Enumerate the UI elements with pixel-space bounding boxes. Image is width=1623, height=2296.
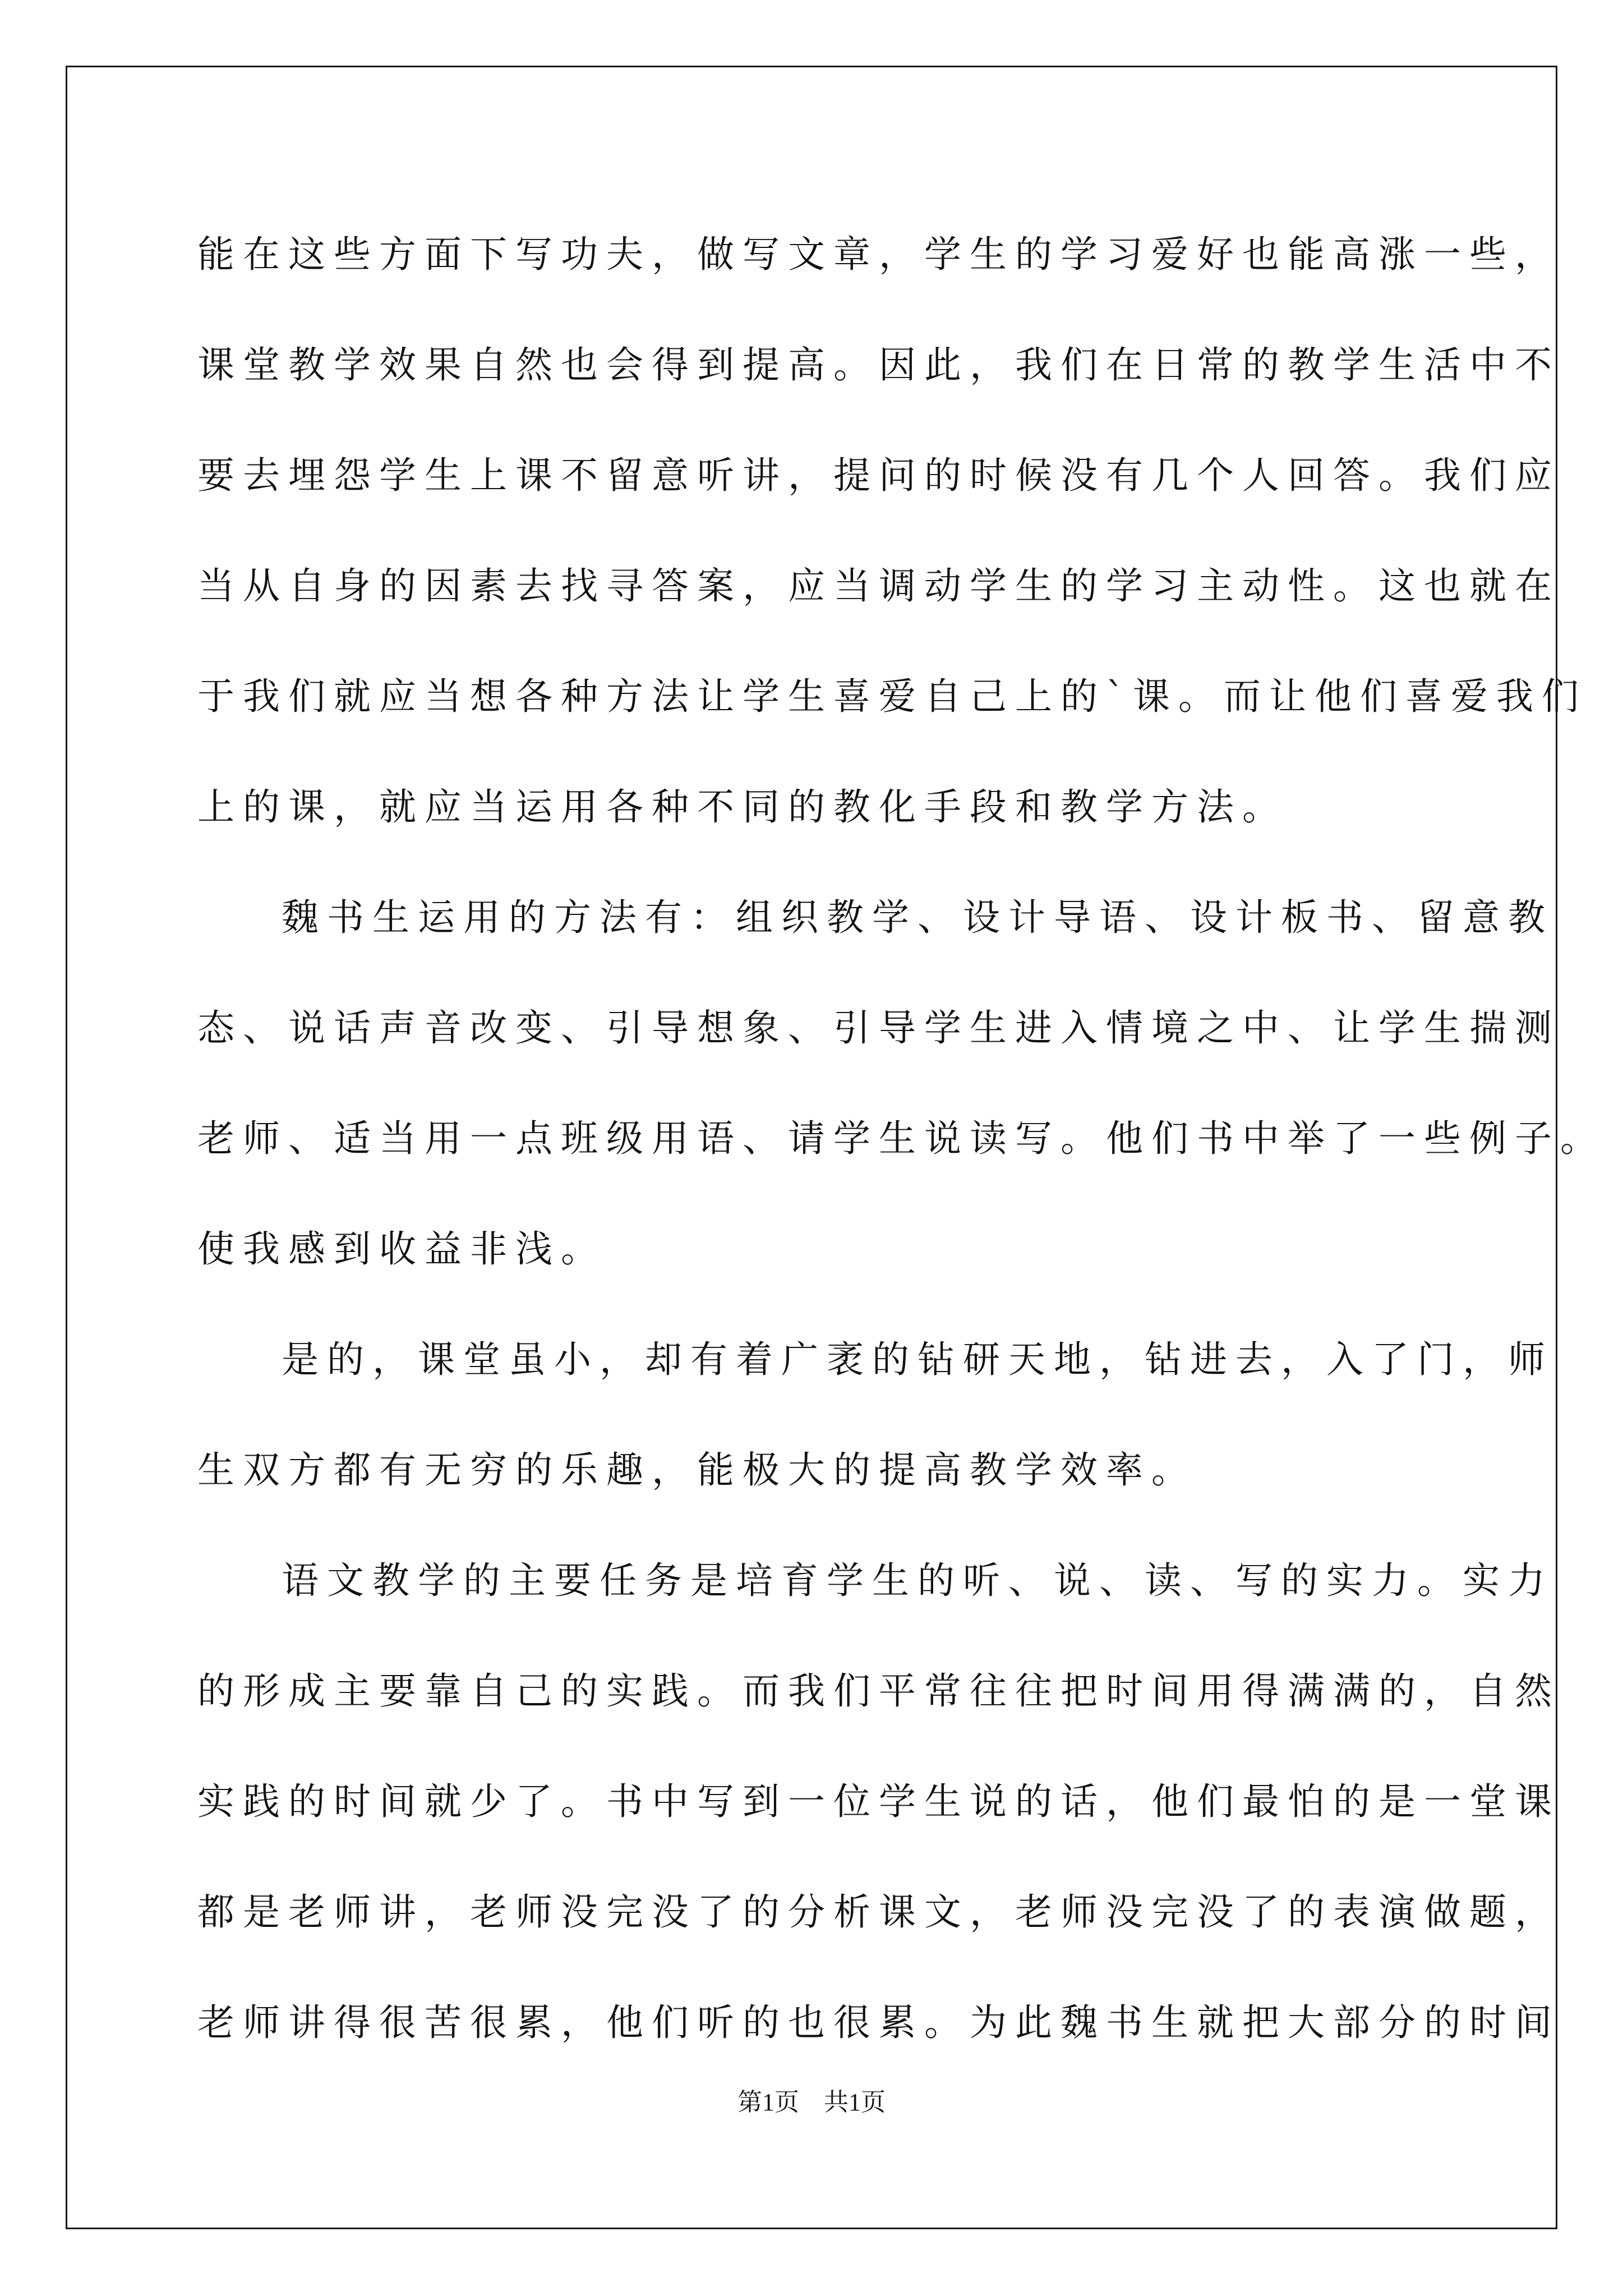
total-pages: 共1页: [824, 2088, 886, 2116]
text-line: 能在这些方面下写功夫，做写文章，学生的学习爱好也能高涨一些，: [197, 233, 1560, 276]
text-line: 的形成主要靠自己的实践。而我们平常往往把时间用得满满的，自然: [197, 1669, 1560, 1713]
text-line: 于我们就应当想各种方法让学生喜爱自己上的`课。而让他们喜爱我们: [197, 675, 1587, 718]
text-line: 都是老师讲，老师没完没了的分析课文，老师没完没了的表演做题，: [197, 1890, 1560, 1934]
text-line: 实践的时间就少了。书中写到一位学生说的话，他们最怕的是一堂课: [197, 1780, 1560, 1823]
text-line: 使我感到收益非浅。: [197, 1227, 606, 1271]
text-line: 要去埋怨学生上课不留意听讲，提问的时候没有几个人回答。我们应: [197, 454, 1560, 497]
text-line: 课堂教学效果自然也会得到提高。因此，我们在日常的教学生活中不: [197, 343, 1560, 386]
text-line: 老师讲得很苦很累，他们听的也很累。为此魏书生就把大部分的时间: [197, 2001, 1560, 2044]
paragraph-first-line: 是的，课堂虽小，却有着广袤的钻研天地，钻进去，入了门，师: [282, 1338, 1553, 1381]
page-footer: [0, 2086, 1623, 2119]
paragraph-first-line: 语文教学的主要任务是培育学生的听、说、读、写的实力。实力: [282, 1559, 1553, 1602]
text-line: 上的课，就应当运用各种不同的教化手段和教学方法。: [197, 785, 1288, 829]
text-line: 态、说话声音改变、引导想象、引导学生进入情境之中、让学生揣测: [197, 1006, 1560, 1050]
paragraph-first-line: 魏书生运用的方法有：组织教学、设计导语、设计板书、留意教: [282, 896, 1553, 939]
text-line: 生双方都有无穷的乐趣，能极大的提高教学效率。: [197, 1448, 1197, 1492]
document-body: [197, 199, 1606, 2078]
text-line: 老师、适当用一点班级用语、请学生说读写。他们书中举了一些例子。: [197, 1117, 1606, 1160]
page-number: 第1页: [737, 2088, 799, 2116]
text-line: 当从自身的因素去找寻答案，应当调动学生的学习主动性。这也就在: [197, 564, 1560, 608]
